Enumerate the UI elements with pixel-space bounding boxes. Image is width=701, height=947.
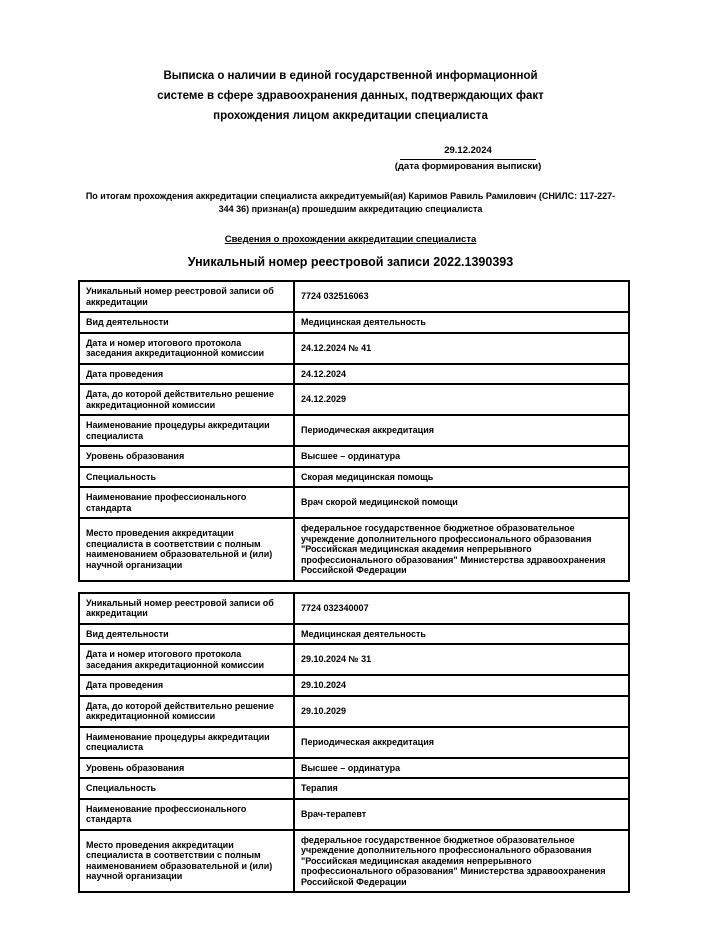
field-value: 24.12.2029 (294, 384, 629, 415)
field-value: Медицинская деятельность (294, 624, 629, 645)
document-title-line: прохождения лицом аккредитации специалиста (213, 110, 488, 122)
field-label: Дата, до которой действительно решение аккредитационной комиссии (79, 384, 294, 415)
table-row (79, 696, 629, 727)
document-title (0, 66, 701, 126)
document-title-line: Выписка о наличии в единой государственной информационной (163, 70, 538, 82)
table-row (79, 518, 629, 581)
field-value: Врач-терапевт (294, 799, 629, 830)
field-value: 24.12.2024 (294, 364, 629, 385)
intro-paragraph (0, 190, 701, 216)
field-label: Место проведения аккредитации специалиста в соответствии с полным наименованием образовательной и (или) научной организации (79, 830, 294, 893)
field-value: Периодическая аккредитация (294, 415, 629, 446)
field-label: Специальность (79, 467, 294, 488)
intro-line: По итогам прохождения аккредитации специалиста аккредитуемый(ая) Каримов Равиль Рамилович (СНИЛС: 117-227- (85, 191, 616, 201)
field-value: Высшее – ординатура (294, 446, 629, 467)
field-value: Высшее – ординатура (294, 758, 629, 779)
extract-date: 29.12.2024 (400, 145, 536, 160)
table-row (79, 446, 629, 467)
field-value: Скорая медицинская помощь (294, 467, 629, 488)
table-row (79, 799, 629, 830)
table-row (79, 624, 629, 645)
table-row (79, 758, 629, 779)
field-label: Дата, до которой действительно решение аккредитационной комиссии (79, 696, 294, 727)
table-row (79, 727, 629, 758)
accreditation-table-1 (78, 280, 630, 582)
field-label: Вид деятельности (79, 624, 294, 645)
field-value: 7724 032340007 (294, 593, 629, 624)
table-row (79, 593, 629, 624)
field-value: 29.10.2024 (294, 675, 629, 696)
field-label: Уровень образования (79, 446, 294, 467)
field-value: 29.10.2029 (294, 696, 629, 727)
field-value: Врач скорой медицинской помощи (294, 487, 629, 518)
field-value: Периодическая аккредитация (294, 727, 629, 758)
field-label: Наименование профессионального стандарта (79, 799, 294, 830)
table-row (79, 281, 629, 312)
accreditation-table-2 (78, 592, 630, 894)
field-value: Терапия (294, 778, 629, 799)
field-label: Место проведения аккредитации специалиста в соответствии с полным наименованием образовательной и (или) научной организации (79, 518, 294, 581)
field-label: Наименование профессионального стандарта (79, 487, 294, 518)
intro-line: 344 36) признан(а) прошедшим аккредитацию специалиста (218, 204, 483, 214)
field-label: Дата и номер итогового протокола заседания аккредитационной комиссии (79, 644, 294, 675)
table-row (79, 333, 629, 364)
extract-date-block (380, 140, 556, 173)
field-label: Дата проведения (79, 675, 294, 696)
field-label: Наименование процедуры аккредитации специалиста (79, 415, 294, 446)
field-value: федеральное государственное бюджетное образовательное учреждение дополнительного профессионального образования "Российская медицинская академия непрерывного профессионального образования" Министерства здравоохранения Российской Федерации (294, 830, 629, 893)
table-row (79, 487, 629, 518)
table-row (79, 675, 629, 696)
field-label: Дата проведения (79, 364, 294, 385)
table-row (79, 778, 629, 799)
extract-date-caption: (дата формирования выписки) (394, 161, 542, 172)
field-label: Наименование процедуры аккредитации специалиста (79, 727, 294, 758)
table-row (79, 644, 629, 675)
document-page (0, 66, 701, 947)
table-row (79, 384, 629, 415)
field-value: федеральное государственное бюджетное образовательное учреждение дополнительного профессионального образования "Российская медицинская академия непрерывного профессионального образования" Министерства здравоохранения Российской Федерации (294, 518, 629, 581)
field-value: 29.10.2024 № 31 (294, 644, 629, 675)
field-value: 7724 032516063 (294, 281, 629, 312)
field-value: 24.12.2024 № 41 (294, 333, 629, 364)
section-heading: Сведения о прохождении аккредитации специалиста (224, 234, 477, 245)
field-label: Уровень образования (79, 758, 294, 779)
document-title-line: системе в сфере здравоохранения данных, подтверждающих факт (157, 90, 544, 102)
table-row (79, 364, 629, 385)
table-row (79, 415, 629, 446)
field-label: Вид деятельности (79, 312, 294, 333)
table-row (79, 312, 629, 333)
field-label: Уникальный номер реестровой записи об аккредитации (79, 593, 294, 624)
table-row (79, 830, 629, 893)
registry-number-heading: Уникальный номер реестровой записи 2022.1390393 (187, 255, 514, 269)
field-value: Медицинская деятельность (294, 312, 629, 333)
field-label: Специальность (79, 778, 294, 799)
field-label: Дата и номер итогового протокола заседания аккредитационной комиссии (79, 333, 294, 364)
field-label: Уникальный номер реестровой записи об аккредитации (79, 281, 294, 312)
table-row (79, 467, 629, 488)
